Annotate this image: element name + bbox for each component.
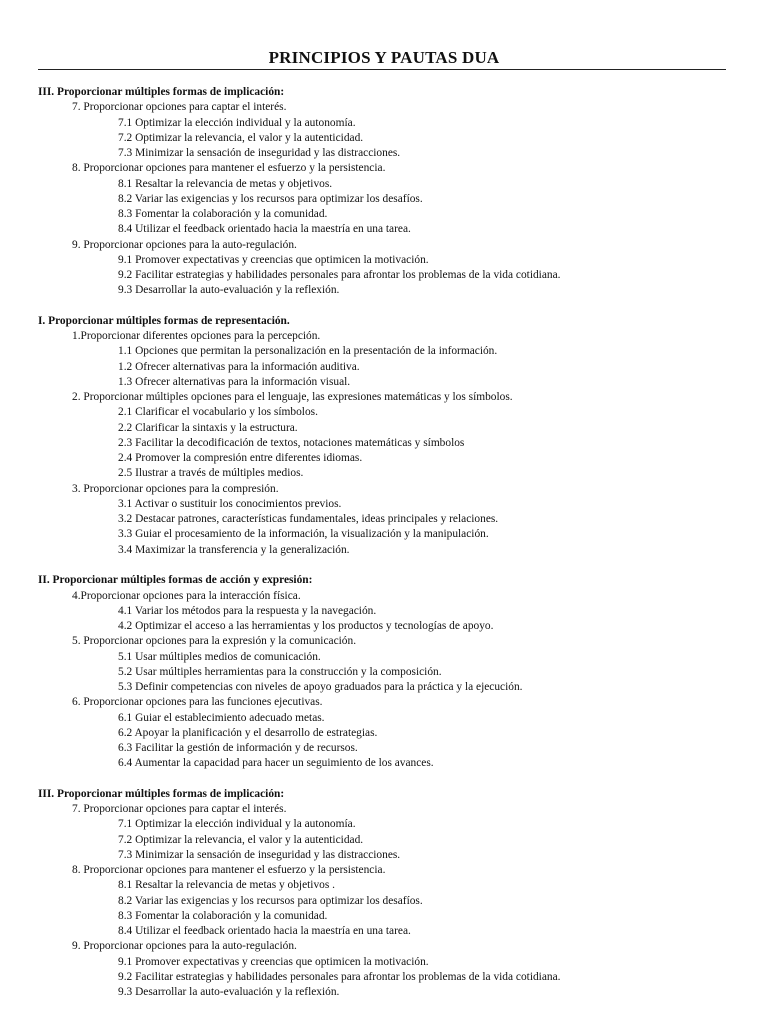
principle-item: 9. Proporcionar opciones para la auto-regulación. [72,940,297,953]
guideline-item: 5.3 Definir competencias con niveles de apoyo graduados para la práctica y la ejecución. [118,681,523,694]
guideline-item: 9.3 Desarrollar la auto-evaluación y la reflexión. [118,986,340,999]
section-block [0,314,768,558]
guideline-item: 6.1 Guiar el establecimiento adecuado metas. [118,711,325,724]
guideline-item: 2.2 Clarificar la sintaxis y la estructura. [118,421,298,434]
principle-item: 4.Proporcionar opciones para la interacción física. [72,589,301,602]
principle-item: 9. Proporcionar opciones para la auto-regulación. [72,238,297,251]
guideline-item: 7.3 Minimizar la sensación de inseguridad y las distracciones. [118,147,401,159]
guideline-item: 7.3 Minimizar la sensación de inseguridad y las distracciones. [118,848,401,861]
guideline-item: 3.4 Maximizar la transferencia y la generalización. [118,543,350,556]
principle-item: 3. Proporcionar opciones para la compresión. [72,482,279,495]
guideline-item: 4.2 Optimizar el acceso a las herramientas y los productos y tecnologías de apoyo. [118,620,494,633]
principle-item: 5. Proporcionar opciones para la expresión y la comunicación. [72,635,357,648]
section-block [0,85,768,299]
guideline-item: 1.1 Opciones que permitan la personalización en la presentación de la información. [118,345,498,358]
guideline-item: 8.2 Variar las exigencias y los recursos para optimizar los desafíos. [118,894,423,907]
page-title: PRINCIPIOS Y PAUTAS DUA [268,48,500,67]
guideline-item: 2.1 Clarificar el vocabulario y los símbolos. [118,406,318,419]
guideline-item: 7.1 Optimizar la elección individual y la autonomía. [118,818,356,831]
guideline-item: 2.5 Ilustrar a través de múltiples medios. [118,467,304,480]
section-heading: III. Proporcionar múltiples formas de implicación: [38,86,285,98]
guideline-item: 3.1 Activar o sustituir los conocimientos previos. [118,497,342,510]
principle-item: 6. Proporcionar opciones para las funciones ejecutivas. [72,696,323,709]
guideline-item: 2.3 Facilitar la decodificación de textos, notaciones matemáticas y símbolos [118,436,465,449]
guideline-item: 9.1 Promover expectativas y creencias que optimicen la motivación. [118,955,429,968]
principle-item: 2. Proporcionar múltiples opciones para el lenguaje, las expresiones matemáticas y los símbolos. [72,391,513,404]
principle-item: 1.Proporcionar diferentes opciones para la percepción. [72,330,321,343]
guideline-item: 6.4 Aumentar la capacidad para hacer un seguimiento de los avances. [118,757,434,770]
principle-item: 7. Proporcionar opciones para captar el interés. [72,803,287,816]
guideline-item: 8.3 Fomentar la colaboración y la comunidad. [118,909,328,922]
guideline-item: 7.2 Optimizar la relevancia, el valor y la autenticidad. [118,131,364,144]
guideline-item: 2.4 Promover la compresión entre diferentes idiomas. [118,452,363,465]
guideline-item: 7.2 Optimizar la relevancia, el valor y la autenticidad. [118,833,364,846]
section-block [0,787,768,1001]
guideline-item: 9.2 Facilitar estrategias y habilidades personales para afrontar los problemas de la vida cotidiana. [118,970,561,983]
principle-item: 8. Proporcionar opciones para mantener el esfuerzo y la persistencia. [72,864,386,877]
guideline-item: 5.2 Usar múltiples herramientas para la construcción y la composición. [118,665,442,678]
guideline-item: 6.3 Facilitar la gestión de información y de recursos. [118,742,358,755]
guideline-item: 1.2 Ofrecer alternativas para la información auditiva. [118,360,360,373]
document-body [0,85,768,1016]
guideline-item: 5.1 Usar múltiples medios de comunicación. [118,650,321,663]
guideline-item: 8.1 Resaltar la relevancia de metas y objetivos. [118,177,333,190]
guideline-item: 8.3 Fomentar la colaboración y la comunidad. [118,208,328,220]
section-heading: II. Proporcionar múltiples formas de acción y expresión: [38,574,313,587]
guideline-item: 9.2 Facilitar estrategias y habilidades personales para afrontar los problemas de la vida cotidiana. [118,269,561,281]
guideline-item: 4.1 Variar los métodos para la respuesta y la navegación. [118,604,377,617]
guideline-item: 7.1 Optimizar la elección individual y la autonomía. [118,116,356,129]
guideline-item: 1.3 Ofrecer alternativas para la información visual. [118,375,351,388]
guideline-item: 8.2 Variar las exigencias y los recursos para optimizar los desafíos. [118,192,423,205]
guideline-item: 3.2 Destacar patrones, características fundamentales, ideas principales y relaciones. [118,513,499,526]
section-heading: III. Proporcionar múltiples formas de implicación: [38,787,285,800]
principle-item: 8. Proporcionar opciones para mantener el esfuerzo y la persistencia. [72,162,386,175]
guideline-item: 8.4 Utilizar el feedback orientado hacia la maestría en una tarea. [118,925,411,938]
guideline-item: 8.1 Resaltar la relevancia de metas y objetivos . [118,879,335,892]
guideline-item: 6.2 Apoyar la planificación y el desarrollo de estrategias. [118,726,378,739]
title-divider [38,69,726,70]
guideline-item: 3.3 Guiar el procesamiento de la información, la visualización y la manipulación. [118,528,489,541]
guideline-item: 9.3 Desarrollar la auto-evaluación y la reflexión. [118,284,340,297]
section-heading: I. Proporcionar múltiples formas de representación. [38,314,290,327]
principle-item: 7. Proporcionar opciones para captar el interés. [72,101,287,114]
section-block [0,573,768,771]
guideline-item: 9.1 Promover expectativas y creencias que optimicen la motivación. [118,253,429,266]
guideline-item: 8.4 Utilizar el feedback orientado hacia la maestría en una tarea. [118,223,411,236]
